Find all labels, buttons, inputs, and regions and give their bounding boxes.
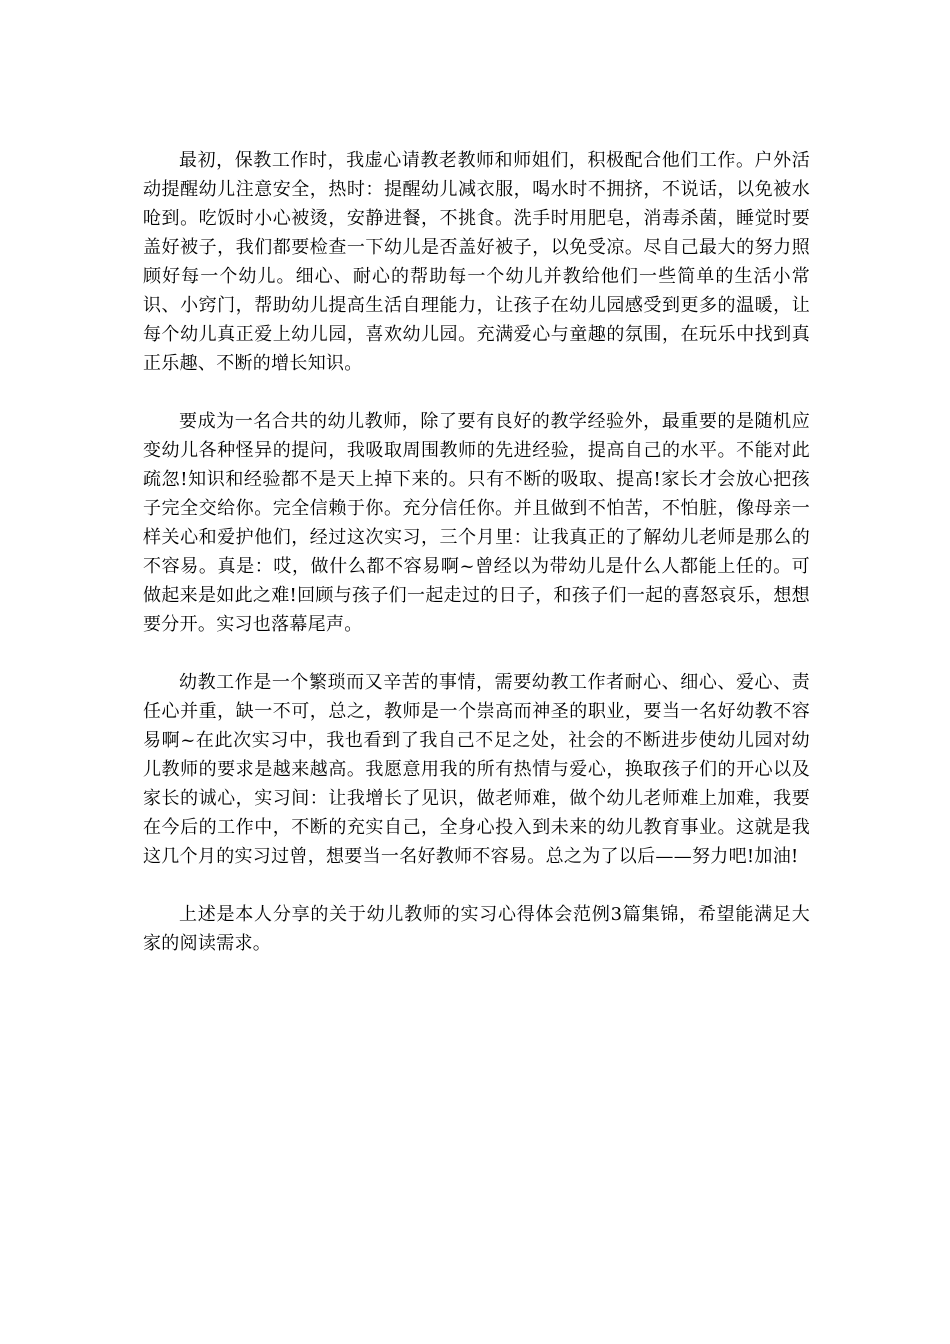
document-body xyxy=(143,146,810,987)
paragraph-1: 最初，保教工作时，我虚心请教老教师和师姐们，积极配合他们工作。户外活动提醒幼儿注意安全，热时：提醒幼儿减衣服，喝水时不拥挤，不说话，以免被水呛到。吃饭时小心被烫，安静进餐，不挑食。洗手时用肥皂，消毒杀菌，睡觉时要盖好被子，我们都要检查一下幼儿是否盖好被子，以免受凉。尽自己最大的努力照顾好每一个幼儿。细心、耐心的帮助每一个幼儿并教给他们一些简单的生活小常识、小窍门，帮助幼儿提高生活自理能力，让孩子在幼儿园感受到更多的温暖，让每个幼儿真正爱上幼儿园，喜欢幼儿园。充满爱心与童趣的氛围，在玩乐中找到真正乐趣、不断的增长知识。 xyxy=(143,150,810,374)
paragraph-4: 上述是本人分享的关于幼儿教师的实习心得体会范例3篇集锦，希望能满足大家的阅读需求。 xyxy=(143,904,810,954)
paragraph-3: 幼教工作是一个繁琐而又辛苦的事情，需要幼教工作者耐心、细心、爱心、责任心并重，缺一不可，总之，教师是一个崇高而神圣的职业，要当一名好幼教不容易啊~在此次实习中，我也看到了我自己不足之处，社会的不断进步使幼儿园对幼儿教师的要求是越来越高。我愿意用我的所有热情与爱心，换取孩子们的开心以及家长的诚心，实习间：让我增长了见识，做老师难，做个幼儿老师难上加难，我要在今后的工作中，不断的充实自己，全身心投入到未来的幼儿教育事业。这就是我这几个月的实习过曾，想要当一名好教师不容易。总之为了以后——努力吧!加油! xyxy=(143,672,810,867)
paragraph-2: 要成为一名合共的幼儿教师，除了要有良好的教学经验外，最重要的是随机应变幼儿各种怪异的提问，我吸取周围教师的先进经验，提高自己的水平。不能对此疏忽!知识和经验都不是天上掉下来的。只有不断的吸取、提高!家长才会放心把孩子完全交给你。完全信赖于你。充分信任你。并且做到不怕苦，不怕脏，像母亲一样关心和爱护他们，经过这次实习，三个月里：让我真正的了解幼儿老师是那么的不容易。真是：哎，做什么都不容易啊~曾经以为带幼儿是什么人都能上任的。可做起来是如此之难!回顾与孩子们一起走过的日子，和孩子们一起的喜怒哀乐，想想要分开。实习也落幕尾声。 xyxy=(143,411,810,635)
